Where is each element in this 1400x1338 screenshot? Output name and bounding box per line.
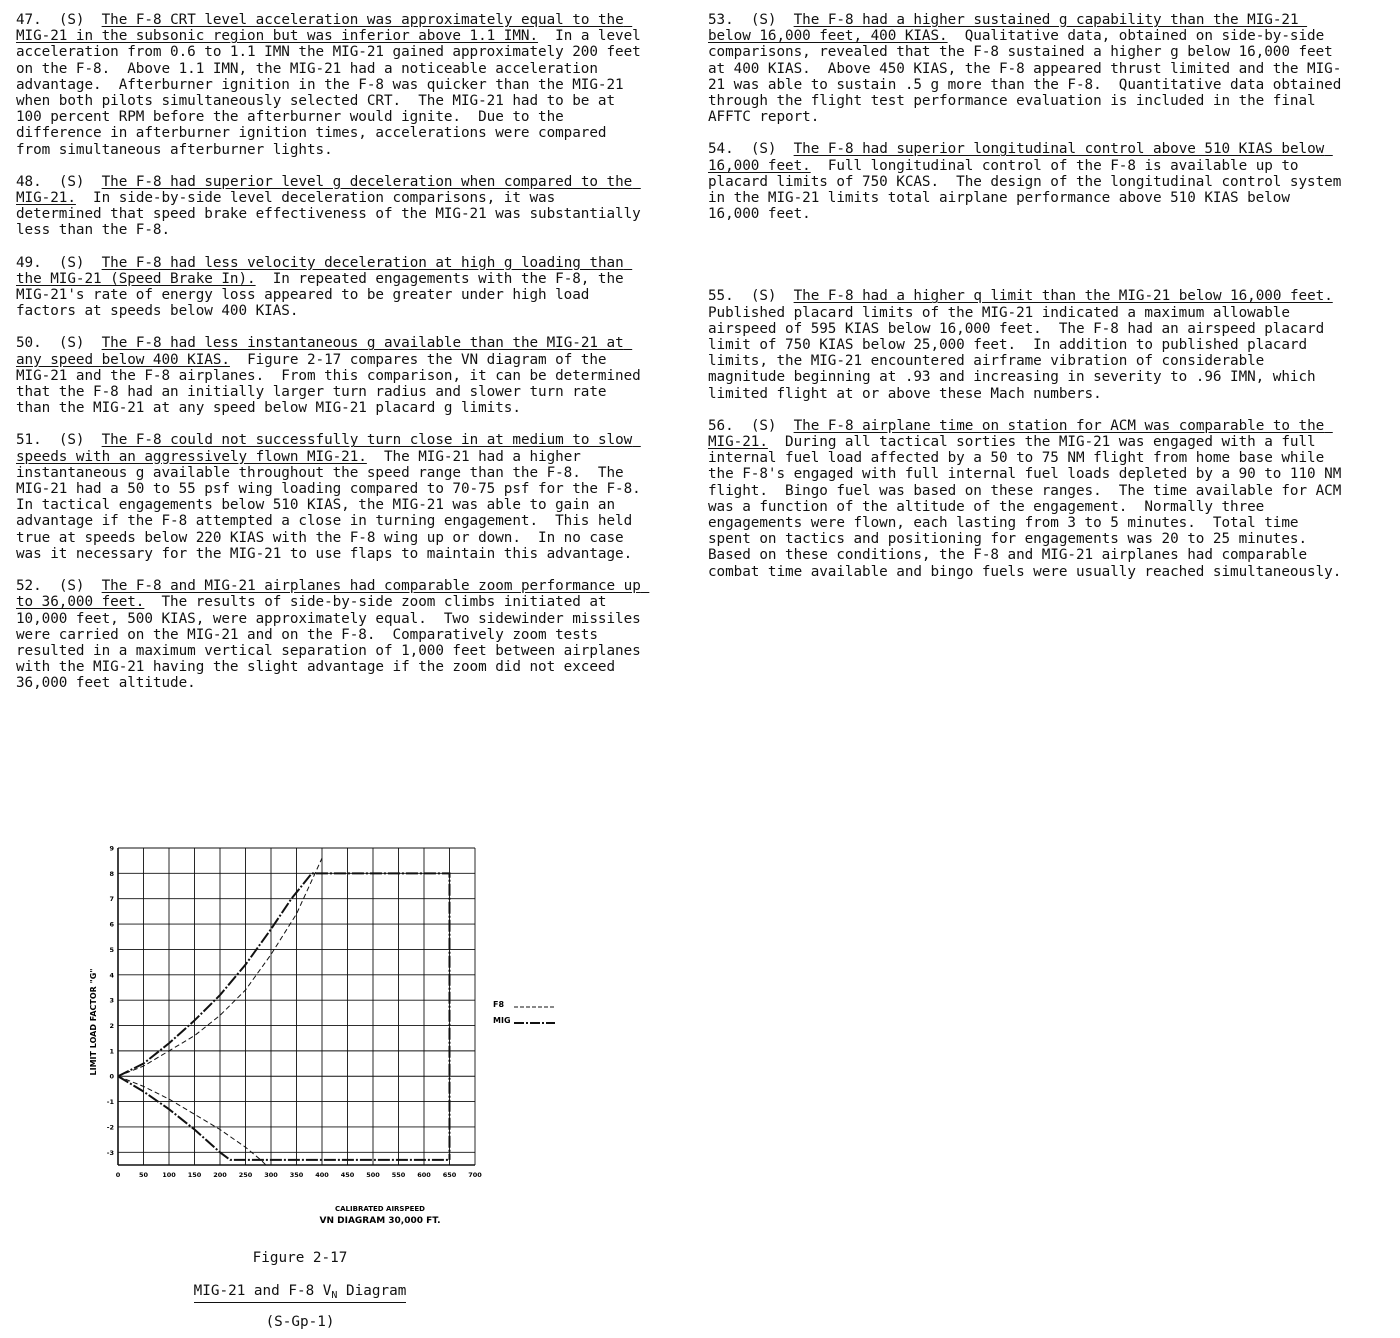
legend-label-mig: MIG	[493, 1016, 511, 1025]
paragraph-body: Published placard limits of the MIG-21 indicated a maximum allowable airspeed of 595 KIAS below 16,000 feet. The F-8 had an airspeed placard limit of 750 KIAS below 25,000 feet. In addition to published placard limits, the MIG-21 encountered airframe vibration of considerable magnitude beginning at .93 and increasing in severity to .96 IMN, which limited flight at or above these Mach numbers.	[708, 304, 1333, 402]
paragraph-55	[708, 288, 1344, 401]
y-tick-label: -3	[106, 1148, 114, 1157]
figure-number: Figure 2-17	[252, 1250, 348, 1266]
y-axis-label: LIMIT LOAD FACTOR "G"	[89, 968, 98, 1076]
paragraph-number: 53.	[708, 12, 734, 28]
y-tick-label: -1	[106, 1098, 114, 1107]
x-tick-label: 150	[187, 1171, 202, 1179]
x-tick-label: 650	[442, 1171, 457, 1179]
legend-label-f8: F8	[493, 1000, 505, 1009]
classification-mark: (S)	[750, 12, 777, 28]
y-tick-label: 9	[109, 844, 114, 853]
paragraph-number: 54.	[708, 141, 734, 158]
paragraph-47	[16, 12, 650, 158]
classification-mark: (S)	[58, 12, 85, 28]
paragraph-heading: The F-8 had less instantaneous g available than the MIG-21 at any speed below 400 KIAS.	[16, 335, 633, 368]
classification-mark: (S)	[58, 254, 85, 271]
paragraph-body: In repeated engagements with the F-8, the MIG-21's rate of energy loss appeared to be greater under high load factors at speeds below 400 KIAS.	[16, 270, 633, 320]
x-tick-label: 700	[468, 1171, 482, 1179]
paragraph-number: 56.	[708, 417, 734, 434]
y-tick-label: 0	[109, 1072, 114, 1081]
paragraph-heading: The F-8 CRT level acceleration was approximately equal to the MIG-21 in the subsonic region but was inferior above 1.1 IMN.	[16, 12, 633, 45]
x-axis-label: CALIBRATED AIRSPEED	[335, 1205, 425, 1213]
right-column	[708, 12, 1350, 596]
x-tick-label: 600	[417, 1171, 431, 1179]
series-mig-upper-line	[118, 873, 450, 1160]
paragraph-48	[16, 173, 650, 239]
paragraph-52	[16, 578, 650, 692]
x-tick-label: 450	[340, 1171, 355, 1179]
paragraph-body: In a level acceleration from 0.6 to 1.1 IMN the MIG-21 gained approximately 200 feet on the F-8. Above 1.1 IMN, the MIG-21 had a noticeable acceleration advantage. Afterburner ignition in the F-8 was quicker than the MIG-21 when both pilots simultaneously selected CRT. The MIG-21 had to be at 100 percent RPM before the afterburner would ignite. Due to the difference in afterburner ignition times, accelerations were compared from simultaneous afterburner lights.	[16, 28, 650, 158]
paragraph-number: 51.	[16, 432, 42, 449]
figure-title-main: MIG-21 and F-8 V	[193, 1283, 332, 1299]
x-tick-label: 250	[238, 1171, 253, 1179]
classification-mark: (S)	[58, 335, 85, 352]
paragraph-heading: The F-8 had superior level g deceleration when compared to the MIG-21.	[16, 173, 641, 207]
classification-mark: (S)	[750, 417, 777, 434]
paragraph-body: The MIG-21 had a higher instantaneous g available throughout the speed range than the F-8. The MIG-21 had a 50 to 55 psf wing loading compared to 70-75 psf for the F-8. In tactical engagements below 510 KIAS, the MIG-21 was able to gain an advantage if the F-8 attempted a close in turning engagement. This held true at speeds below 220 KIAS with the F-8 wing up or down. In no case was it necessary for the MIG-21 to use flaps to maintain this advantage.	[16, 448, 658, 562]
x-tick-label: 0	[115, 1171, 121, 1179]
y-tick-label: 1	[109, 1047, 114, 1056]
classification-mark: (S)	[750, 288, 777, 305]
series-mig-lower-line	[118, 1076, 450, 1160]
x-tick-label: 400	[315, 1171, 329, 1179]
paragraph-heading: The F-8 had a higher sustained g capability than the MIG-21 below 16,000 feet, 400 KIAS.	[708, 12, 1308, 45]
y-tick-label: 4	[109, 971, 114, 980]
figure-title-text	[194, 1283, 407, 1303]
figure-title	[80, 1283, 520, 1301]
paragraph-number: 49.	[16, 254, 42, 271]
vn-diagram-figure	[80, 832, 580, 1322]
x-tick-label: 200	[213, 1171, 227, 1179]
chart-legend	[493, 1000, 555, 1025]
x-tick-label: 100	[162, 1171, 176, 1179]
paragraph-number: 48.	[16, 173, 42, 190]
x-tick-label: 550	[391, 1171, 406, 1179]
y-tick-label: 5	[109, 945, 114, 954]
paragraph-body: Qualitative data, obtained on side-by-side comparisons, revealed that the F-8 sustained a higher g below 16,000 feet at 400 KIAS. Above 450 KIAS, the F-8 appeared thrust limited and the MIG-21 was able to sustain .5 g more than the F-8. Quantitative data obtained through the flight test performance evaluation is included in the final AFFTC report.	[708, 28, 1350, 126]
paragraph-number: 55.	[708, 288, 734, 305]
paragraph-number: 52.	[16, 578, 42, 595]
y-tick-label: 3	[109, 996, 114, 1005]
paragraph-body: During all tactical sorties the MIG-21 was engaged with a full internal fuel load affected by a 50 to 75 NM flight from home base while the F-8's engaged with full internal fuel loads depleted by a 90 to 110 NM flight. Bingo fuel was based on these ranges. The time available for ACM was a function of the altitude of the engagement. Normally three engagements were flown, each lasting from 3 to 5 minutes. Total time spent on tactics and positioning for engagements was 20 to 25 minutes. Based on these conditions, the F-8 and MIG-21 airplanes had comparable combat time available and bingo fuels were usually reached simultaneously.	[708, 434, 1350, 580]
paragraph-body: Figure 2-17 compares the VN diagram of the MIG-21 and the F-8 airplanes. From this comparison, it can be determined that the F-8 had an initially larger turn radius and slower turn rate than the MIG-21 at any speed below MIG-21 placard g limits.	[16, 351, 650, 417]
paragraph-54	[708, 141, 1350, 223]
paragraph-number: 50.	[16, 335, 42, 352]
paragraph-56	[708, 417, 1350, 580]
paragraph-body: Full longitudinal control of the F-8 is available up to placard limits of 750 KCAS. The design of the longitudinal control system in the MIG-21 limits total airplane performance above 510 KIAS below 16,000 feet.	[708, 157, 1350, 223]
classification-mark: (S)	[750, 141, 777, 158]
y-tick-label: 2	[109, 1022, 114, 1031]
figure-title-subscript: N	[331, 1290, 338, 1301]
chart-series	[118, 858, 450, 1165]
x-tick-label: 300	[264, 1171, 278, 1179]
figure-classification: (S-Gp-1)	[265, 1314, 335, 1330]
paragraph-50	[16, 335, 650, 417]
paragraph-heading: The F-8 airplane time on station for ACM was comparable to the MIG-21.	[708, 417, 1333, 451]
chart-grid	[118, 848, 475, 1165]
classification-mark: (S)	[58, 578, 85, 595]
paragraph-body: In side-by-side level deceleration comparisons, it was determined that speed brake effectiveness of the MIG-21 was substantially less than the F-8.	[16, 190, 650, 239]
paragraph-heading: The F-8 had a higher q limit than the MIG-21 below 16,000 feet.	[793, 288, 1333, 305]
paragraph-number: 47.	[16, 12, 42, 28]
x-tick-label: 50	[138, 1171, 149, 1179]
classification-mark: (S)	[58, 432, 85, 449]
classification-mark: (S)	[58, 173, 85, 190]
figure-title-end: Diagram	[337, 1283, 407, 1299]
y-tick-label: -2	[106, 1123, 114, 1132]
paragraph-51	[16, 432, 658, 562]
x-tick-label: 500	[366, 1171, 380, 1179]
paragraph-53	[708, 12, 1350, 126]
vn-diagram-chart	[80, 832, 580, 1242]
chart-subtitle: VN DIAGRAM 30,000 FT.	[319, 1216, 441, 1226]
y-tick-label: 8	[109, 869, 114, 878]
paragraph-49	[16, 255, 644, 320]
y-tick-label: 7	[109, 895, 114, 904]
paragraph-heading: The F-8 could not successfully turn close in at medium to slow speeds with an aggressively flown MIG-21.	[16, 432, 641, 465]
paragraph-heading: The F-8 had superior longitudinal control above 510 KIAS below 16,000 feet.	[708, 141, 1333, 174]
x-tick-label: 350	[289, 1171, 304, 1179]
y-tick-label: 6	[109, 920, 114, 929]
paragraph-heading: The F-8 and MIG-21 airplanes had comparable zoom performance up to 36,000 feet.	[16, 578, 650, 611]
paragraph-body: The results of side-by-side zoom climbs initiated at 10,000 feet, 500 KIAS, were approximately equal. Two sidewinder missiles were carried on the MIG-21 and on the F-8. Comparatively zoom tests resulted in a maximum vertical separation of 1,000 feet between airplanes with the MIG-21 having the slight advantage if the zoom did not exceed 36,000 feet altitude.	[16, 594, 650, 692]
left-column	[16, 12, 658, 708]
paragraph-heading: The F-8 had less velocity deceleration at high g loading than the MIG-21 (Speed Brake In).	[16, 254, 633, 287]
